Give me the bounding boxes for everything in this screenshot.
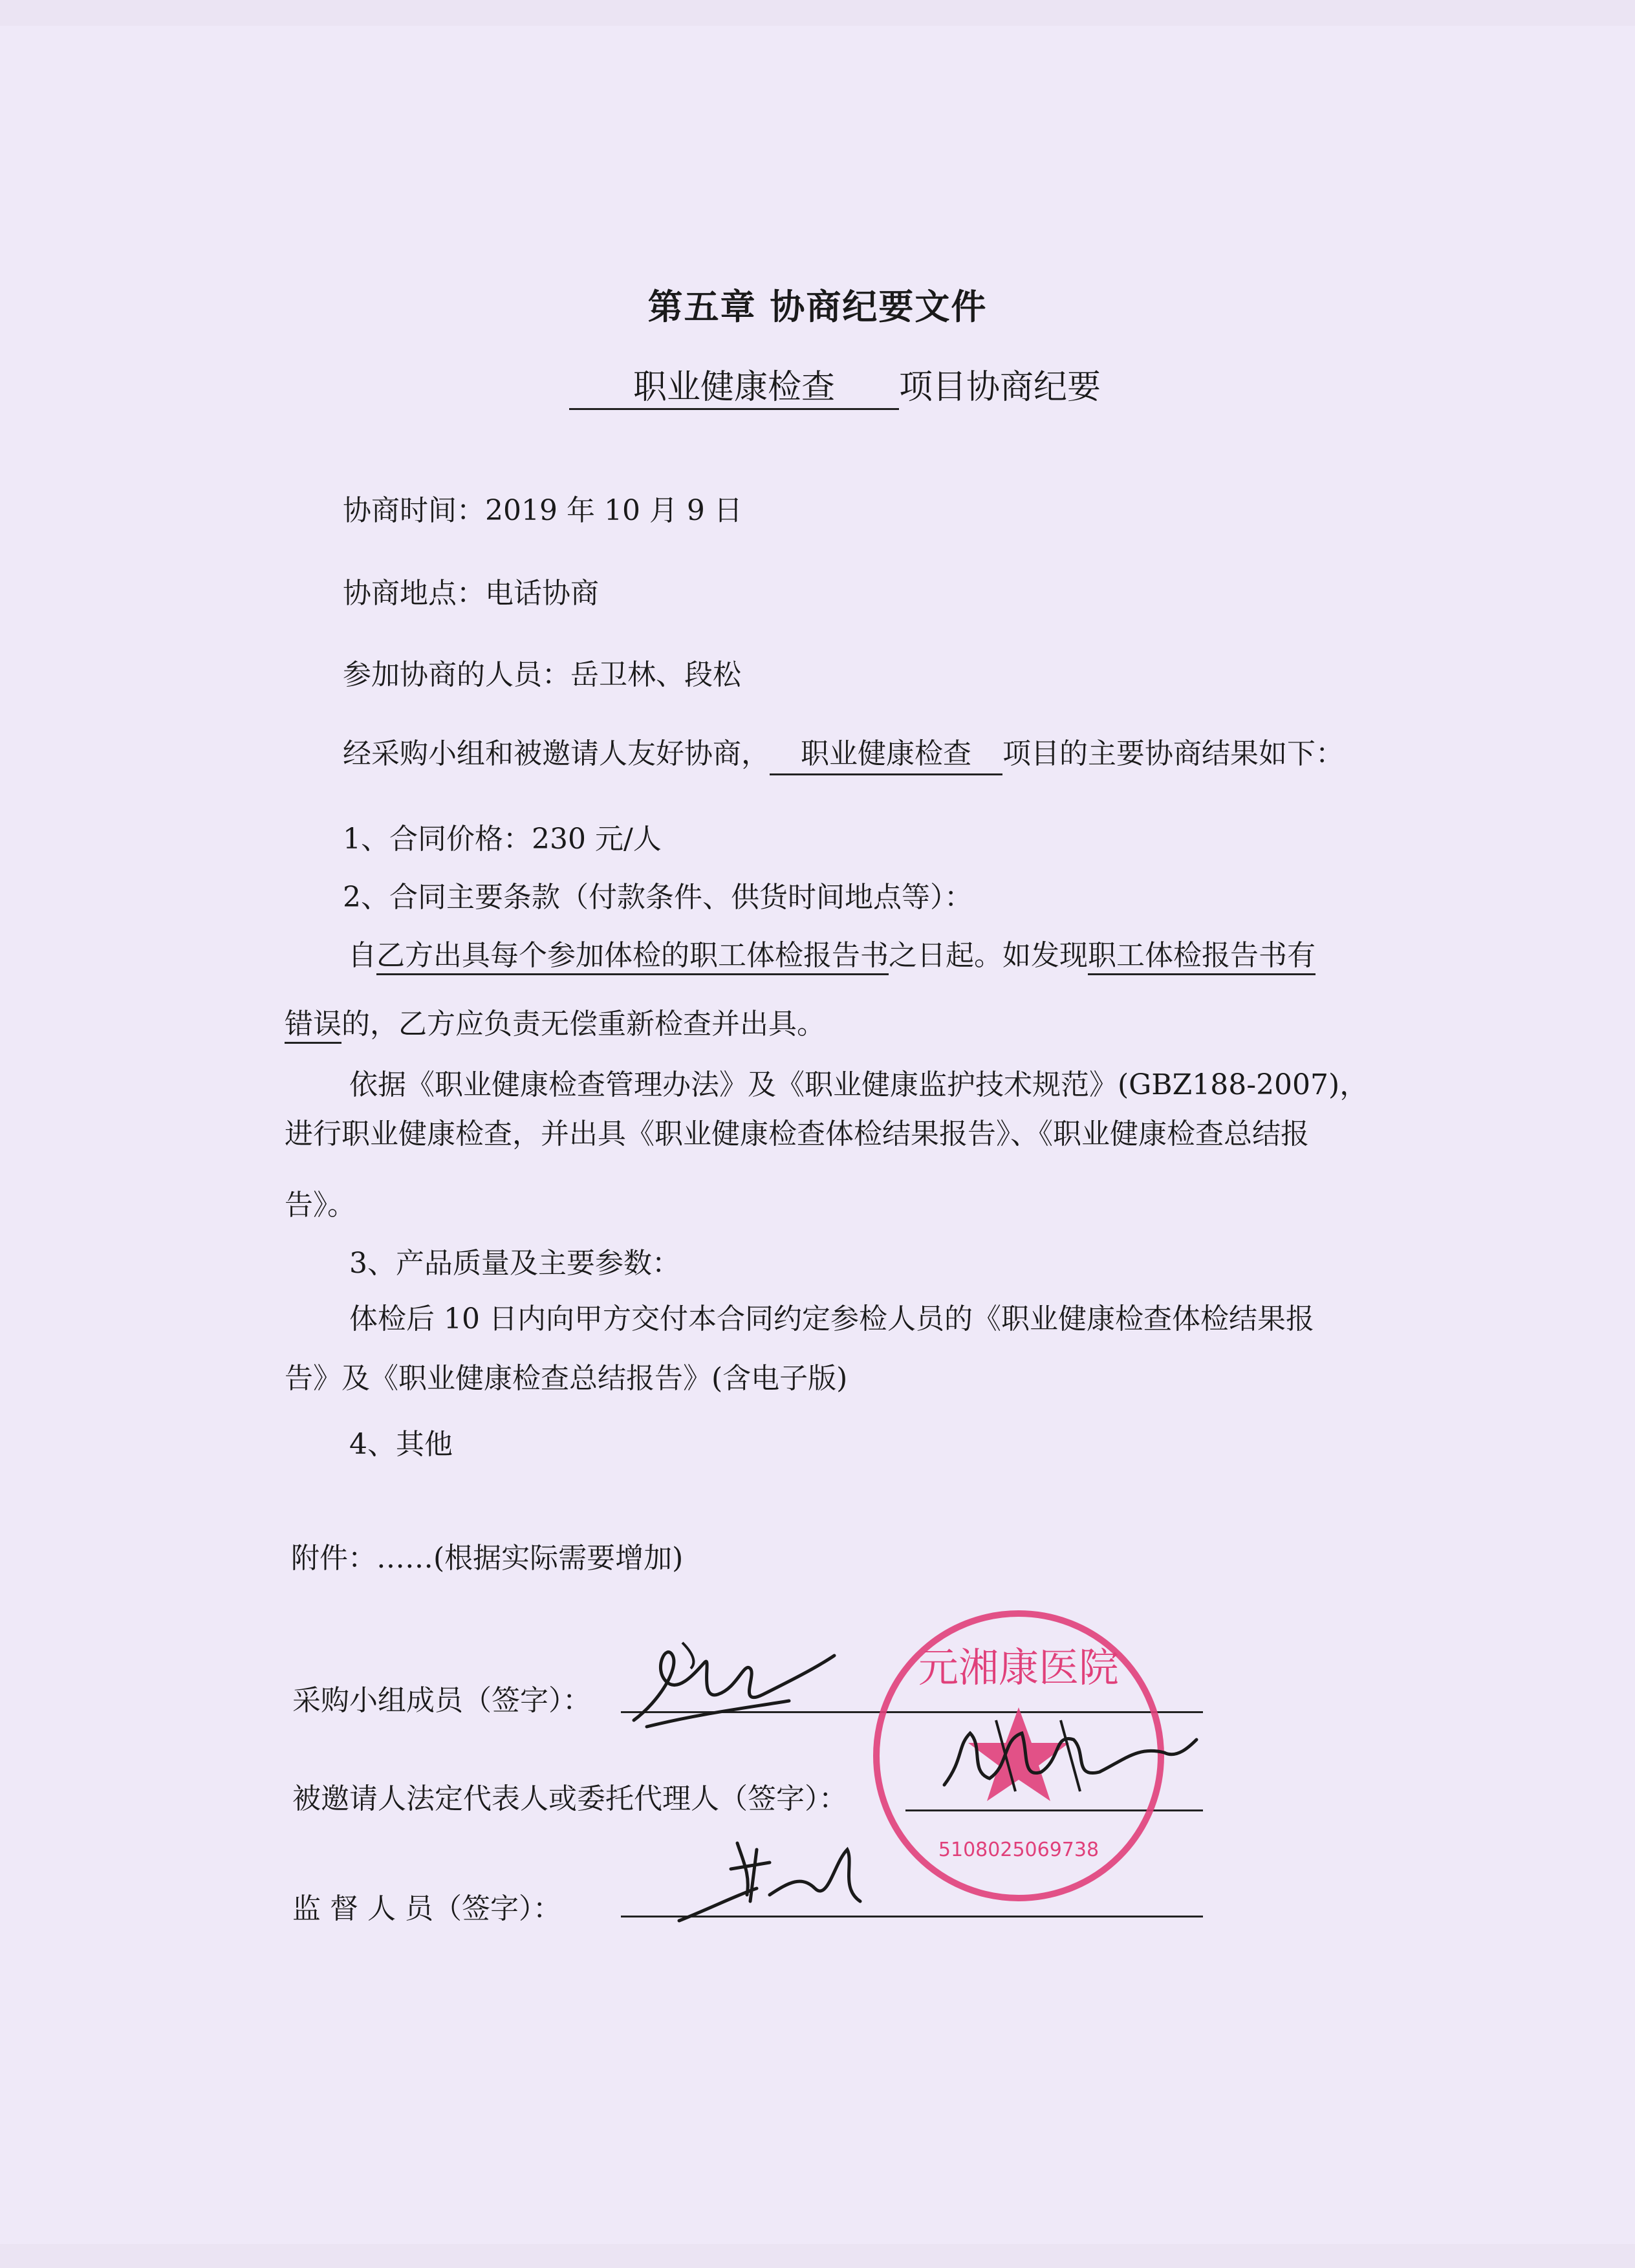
terms-paragraph-1-line-2 [285,1005,825,1044]
meeting-people-value: 岳卫林、段松 [570,658,741,691]
intro-after: 项目的主要协商结果如下： [1002,737,1344,770]
subtitle-suffix: 项目协商纪要 [899,368,1101,407]
terms-text: 自 [348,939,376,972]
intro-before: 经采购小组和被邀请人友好协商， [343,737,770,770]
item-quality-heading: 3、产品质量及主要参数： [349,1247,680,1280]
terms-paragraph-1-line-1 [348,936,1316,975]
purchase-group-handwritten-signature [621,1630,854,1740]
meeting-time-value: 2019 年 10 月 9 日 [485,494,742,527]
purchase-group-signature-label: 采购小组成员（签字）： [292,1684,591,1717]
meeting-place-label: 协商地点： [343,577,485,610]
intro-project: 职业健康检查 [770,735,1002,775]
terms-paragraph-2-line-2: 进行职业健康检查，并出具《职业健康检查体检结果报告》、《职业健康检查总结报 [285,1118,1309,1150]
invitee-signature-label: 被邀请人法定代表人或委托代理人（签字）： [292,1782,847,1815]
supervisor-handwritten-signature [673,1824,867,1934]
terms-underlined: 错误 [285,1008,341,1044]
subtitle-project-name: 职业健康检查 [569,360,899,410]
meeting-people [343,656,741,695]
terms-underlined: 职工体检报告书有 [1088,939,1316,975]
terms-text: 的，乙方应负责无偿重新检查并出具。 [341,1008,825,1041]
attachment-note: 附件：……(根据实际需要增加) [291,1542,684,1575]
terms-paragraph-2-line-3: 告》。 [285,1189,356,1222]
minutes-subtitle [569,360,1101,410]
quality-line-2: 告》及《职业健康检查总结报告》(含电子版) [285,1362,848,1395]
item-other: 4、其他 [349,1428,453,1461]
chapter-title: 第五章 协商纪要文件 [647,286,988,327]
meeting-time [343,491,742,530]
meeting-time-label: 协商时间： [343,494,485,527]
item-price: 1、合同价格：230 元/人 [343,823,662,856]
stamp-number: 5108025069738 [938,1839,1099,1861]
meeting-people-label: 参加协商的人员： [343,658,570,691]
meeting-place [343,574,599,613]
supervisor-signature-label: 监 督 人 员（签字）： [292,1892,561,1925]
quality-line-1: 体检后 10 日内向甲方交付本合同约定参检人员的《职业健康检查体检结果报 [349,1302,1314,1335]
stamp-org-name: 元湘康医院 [918,1644,1120,1691]
intro-line [343,735,1344,775]
item-terms-heading: 2、合同主要条款（付款条件、供货时间地点等）： [343,881,973,914]
terms-underlined: 乙方出具每个参加体检的职工体检报告书 [376,939,889,975]
invitee-handwritten-signature [931,1707,1203,1804]
terms-text: 之日起。如发现 [889,939,1088,972]
terms-paragraph-2-line-1: 依据《职业健康检查管理办法》及《职业健康监护技术规范》(GBZ188-2007)， [349,1068,1369,1101]
meeting-place-value: 电话协商 [485,577,599,610]
